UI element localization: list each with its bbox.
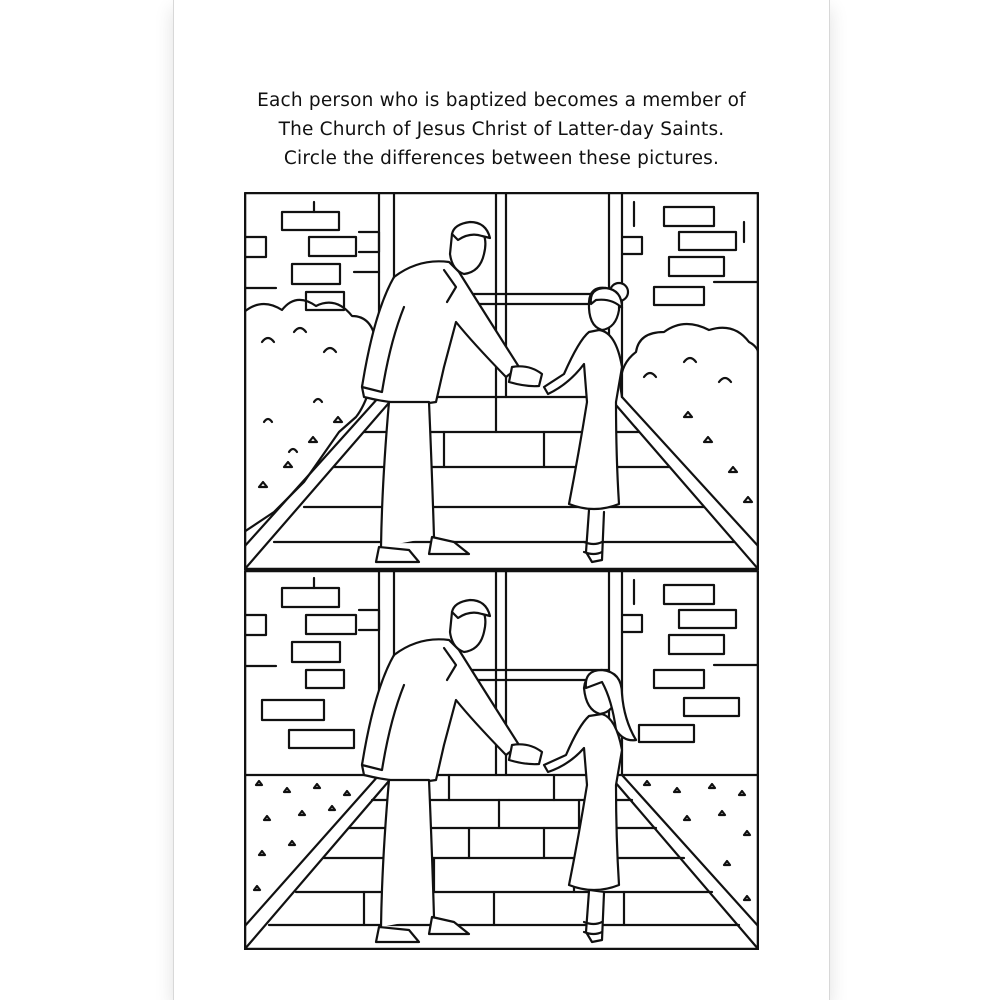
- girl-figure: [544, 283, 628, 562]
- brick-wall-right: [622, 580, 759, 742]
- low-hedge-left: [244, 775, 394, 890]
- instruction-line-3: Circle the differences between these pictures.: [283, 148, 720, 169]
- instruction-line-2: The Church of Jesus Christ of Latter-day Saints.: [278, 119, 725, 140]
- brick-wall-left: [244, 202, 379, 310]
- activity-page: [173, 0, 830, 1000]
- brick-wall-right: [622, 202, 759, 305]
- girl-figure: [544, 670, 636, 942]
- walkway: [244, 775, 759, 950]
- instruction-line-1: Each person who is baptized becomes a member of: [257, 90, 746, 111]
- man-figure: [362, 600, 542, 942]
- bushes-left: [244, 300, 379, 532]
- bushes-right: [621, 324, 759, 502]
- brick-wall-left: [244, 578, 379, 748]
- man-figure: [362, 222, 542, 562]
- walkway: [244, 397, 759, 570]
- picture-bottom[interactable]: [244, 570, 759, 950]
- instructions-text: [174, 86, 829, 173]
- picture-top[interactable]: [244, 192, 759, 570]
- low-hedge-right: [609, 775, 759, 900]
